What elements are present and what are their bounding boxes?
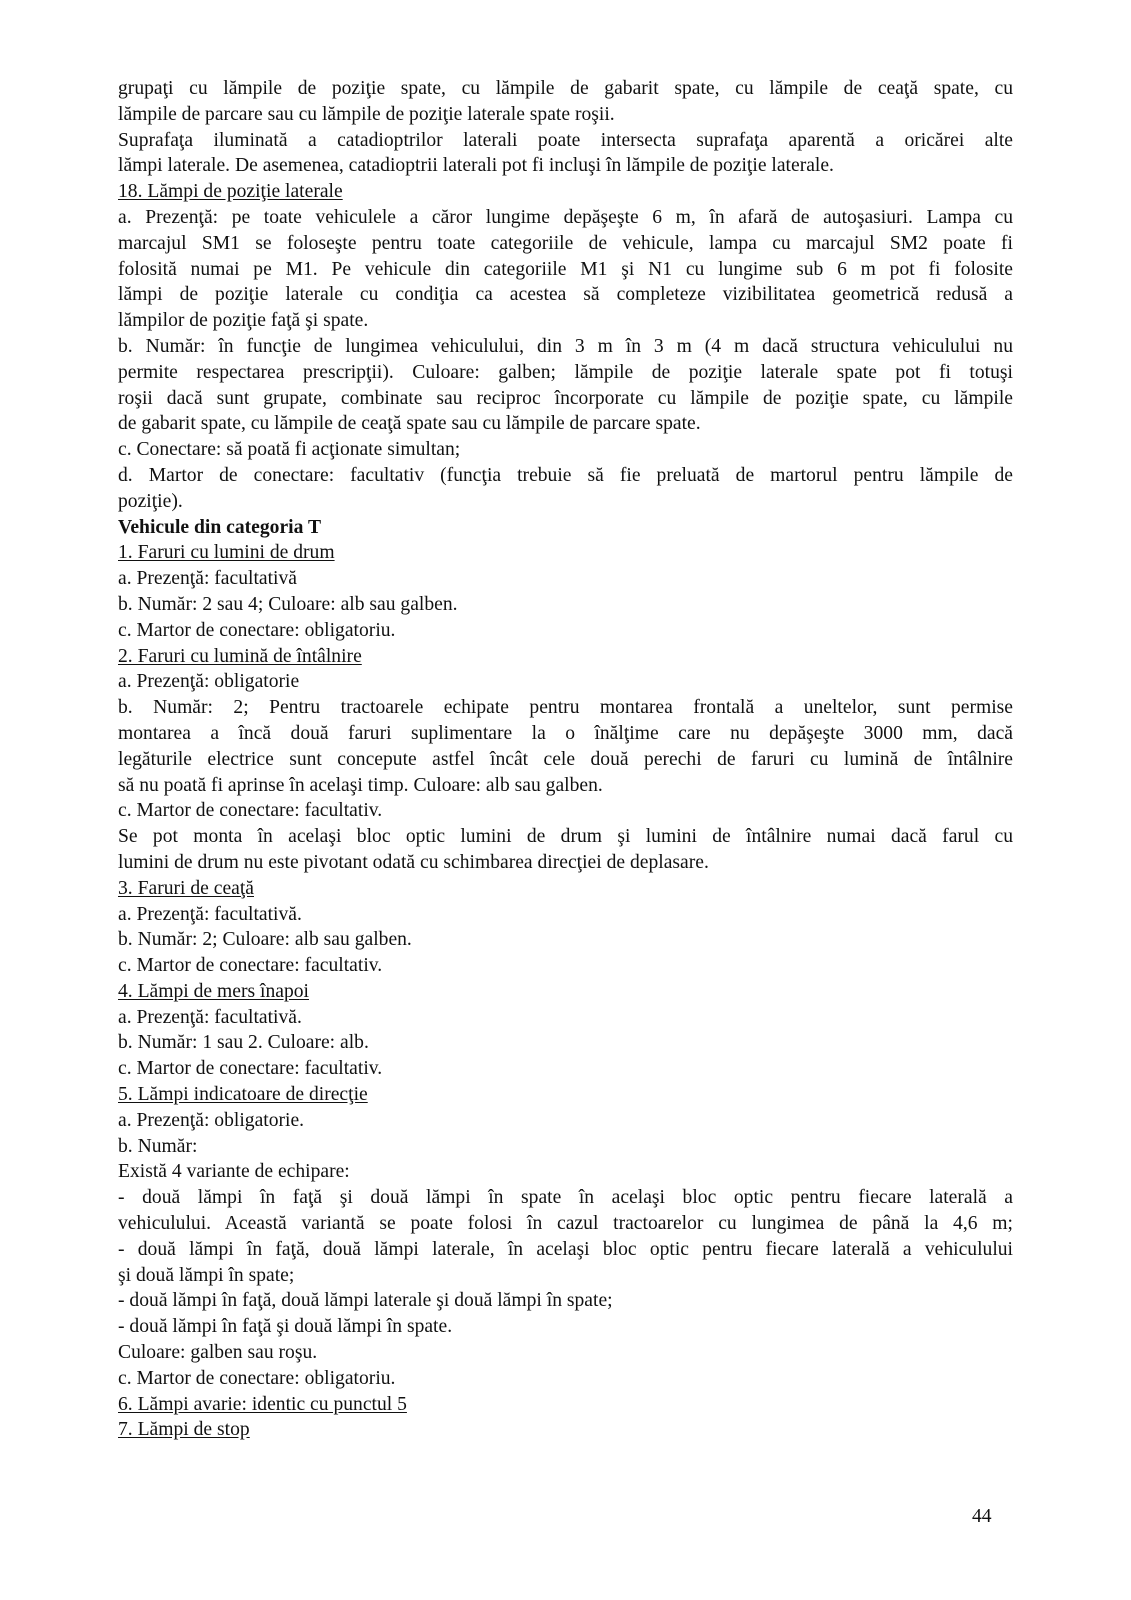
text-line: a. Prezenţă: pe toate vehiculele a căror lungime depăşeşte 6 m, în afară de autoşasiuri. Lampa cu [118,206,1013,228]
text-line: - două lămpi în faţă şi două lămpi în spate. [118,1316,453,1338]
section-heading: 7. Lămpi de stop [118,1419,250,1441]
text-line: c. Martor de conectare: facultativ. [118,1058,383,1080]
text-line: Suprafaţa iluminată a catadioptrilor laterali poate intersecta suprafaţa aparentă a oricărei alte [118,129,1013,151]
text-line: c. Martor de conectare: facultativ. [118,800,383,822]
text-line: permite respectarea prescripţii). Culoare: galben; lămpile de poziţie laterale spate pot fi totuşi [118,361,1013,383]
text-line: b. Număr: [118,1135,198,1157]
text-line: lămpilor de poziţie faţă şi spate. [118,310,369,332]
text-line: şi două lămpi în spate; [118,1264,295,1286]
text-line: a. Prezenţă: obligatorie. [118,1109,305,1131]
text-line: c. Martor de conectare: obligatoriu. [118,619,396,641]
text-line: - două lămpi în faţă, două lămpi laterale şi două lămpi în spate; [118,1290,613,1312]
text-line: c. Martor de conectare: facultativ. [118,955,383,977]
text-line: b. Număr: 2; Culoare: alb sau galben. [118,929,412,951]
section-heading: 1. Faruri cu lumini de drum [118,542,335,564]
section-heading: 18. Lămpi de poziţie laterale [118,181,343,203]
text-line: b. Număr: 2 sau 4; Culoare: alb sau galben. [118,593,458,615]
text-line: lămpile de parcare sau cu lămpile de poziţie laterale spate roşii. [118,103,615,125]
text-line: a. Prezenţă: facultativă [118,568,297,590]
text-line: montarea a încă două faruri suplimentare la o înălţime care nu depăşeşte 3000 mm, dacă [118,722,1013,744]
text-line: vehiculului. Această variantă se poate folosi în cazul tractoarelor cu lungimea de până la 4,6 m; [118,1213,1013,1235]
text-line: Există 4 variante de echipare: [118,1161,350,1183]
text-line: a. Prezenţă: facultativă. [118,1006,302,1028]
text-line: lumini de drum nu este pivotant odată cu schimbarea direcţiei de deplasare. [118,851,709,873]
text-line: b. Număr: 2; Pentru tractoarele echipate pentru montarea frontală a uneltelor, sunt permise [118,697,1013,719]
text-line: a. Prezenţă: obligatorie [118,671,300,693]
text-line: Culoare: galben sau roşu. [118,1342,318,1364]
text-line: d. Martor de conectare: facultativ (funcţia trebuie să fie preluată de martorul pentru lămpile de [118,464,1013,486]
text-line: grupaţi cu lămpile de poziţie spate, cu lămpile de gabarit spate, cu lămpile de ceaţă spate, cu [118,78,1013,99]
category-heading: Vehicule din categoria T [118,516,322,538]
text-line: de gabarit spate, cu lămpile de ceaţă spate sau cu lămpile de parcare spate. [118,413,701,435]
page-number: 44 [972,1506,992,1527]
section-heading: 6. Lămpi avarie: identic cu punctul 5 [118,1393,407,1415]
section-heading: 3. Faruri de ceaţă [118,877,254,899]
text-line: - două lămpi în faţă, două lămpi laterale, în acelaşi bloc optic pentru fiecare laterală a vehiculului [118,1238,1013,1260]
text-line: c. Conectare: să poată fi acţionate simultan; [118,439,461,461]
section-heading: 2. Faruri cu lumină de întâlnire [118,645,362,667]
text-line: lămpi de poziţie laterale cu condiţia ca acestea să completeze vizibilitatea geometrică redusă a [118,284,1013,306]
text-line: b. Număr: 1 sau 2. Culoare: alb. [118,1032,369,1054]
text-line: b. Număr: în funcţie de lungimea vehiculului, din 3 m în 3 m (4 m dacă structura vehiculului nu [118,335,1013,357]
text-line: c. Martor de conectare: obligatoriu. [118,1367,396,1389]
page-body [118,76,1013,1443]
text-line: lămpi laterale. De asemenea, catadioptrii laterali pot fi incluşi în lămpile de poziţie laterale. [118,155,834,177]
text-line: Se pot monta în acelaşi bloc optic lumini de drum şi lumini de întâlnire numai dacă farul cu [118,826,1013,848]
text-line: folosită numai pe M1. Pe vehicule din categoriile M1 şi N1 cu lungime sub 6 m pot fi folosite [118,258,1013,280]
text-line: - două lămpi în faţă şi două lămpi în spate în acelaşi bloc optic pentru fiecare laterală a [118,1187,1013,1209]
text-line: legăturile electrice sunt concepute astfel încât cele două perechi de faruri cu lumină de întâlnire [118,748,1013,770]
text-line: roşii dacă sunt grupate, combinate sau reciproc încorporate cu lămpile de poziţie spate, cu lămpile [118,387,1013,409]
text-line: poziţie). [118,490,183,512]
text-line: marcajul SM1 se foloseşte pentru toate categoriile de vehicule, lampa cu marcajul SM2 poate fi [118,232,1013,254]
text-line: a. Prezenţă: facultativă. [118,903,302,925]
section-heading: 4. Lămpi de mers înapoi [118,980,309,1002]
section-heading: 5. Lămpi indicatoare de direcţie [118,1084,368,1106]
text-line: să nu poată fi aprinse în acelaşi timp. Culoare: alb sau galben. [118,774,603,796]
